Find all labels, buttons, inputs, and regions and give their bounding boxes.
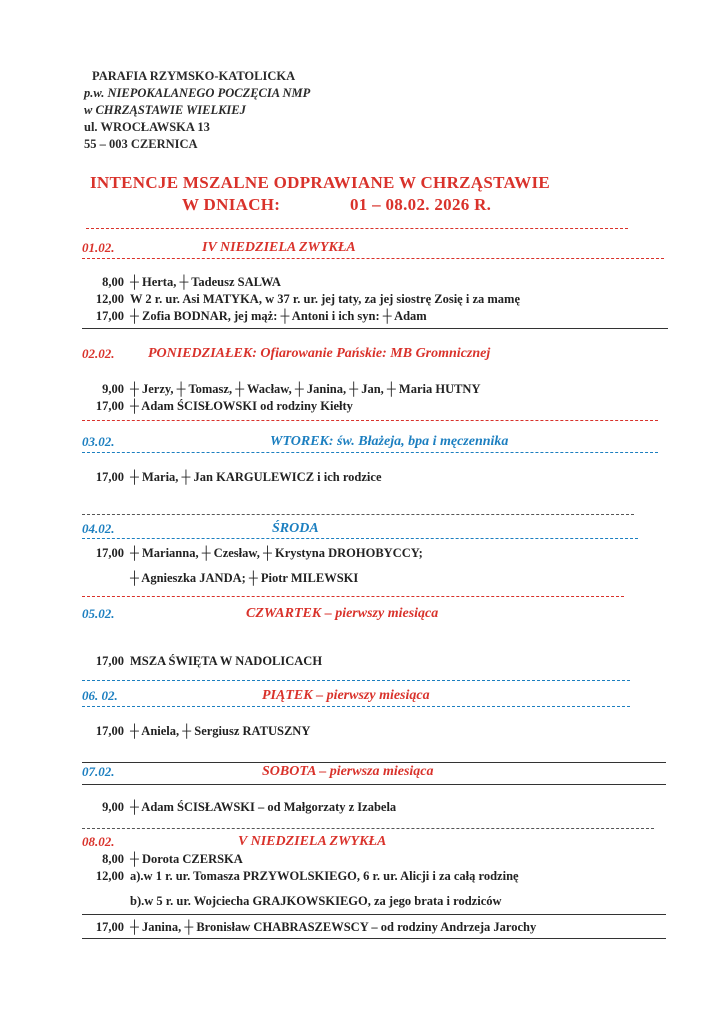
mass-time: 12,00 bbox=[95, 869, 124, 883]
mass-intention bbox=[86, 399, 353, 414]
mass-intention bbox=[86, 724, 310, 739]
intention-text: ┼ Maria, ┼ Jan KARGULEWICZ i ich rodzice bbox=[130, 470, 382, 484]
day-date: 03.02. bbox=[82, 434, 115, 449]
mass-time: 8,00 bbox=[102, 275, 124, 289]
page-title: INTENCJE MSZALNE ODPRAWIANE W CHRZĄSTAWIE bbox=[90, 173, 551, 192]
divider bbox=[82, 784, 666, 785]
divider bbox=[82, 538, 638, 539]
divider bbox=[82, 258, 664, 259]
mass-time: 17,00 bbox=[95, 399, 124, 413]
day-date: 02.02. bbox=[82, 346, 115, 361]
mass-intention bbox=[86, 546, 423, 561]
mass-time: 17,00 bbox=[95, 309, 124, 323]
divider bbox=[82, 828, 654, 829]
day-name: IV NIEDZIELA ZWYKŁA bbox=[202, 240, 356, 255]
intention-text: ┼ Marianna, ┼ Czesław, ┼ Krystyna DROHOBYCCY; bbox=[130, 546, 423, 560]
divider bbox=[82, 762, 666, 763]
parish-street: ul. WROCŁAWSKA 13 bbox=[84, 120, 210, 134]
mass-intention bbox=[86, 275, 281, 290]
title-date-range: 01 – 08.02. 2026 R. bbox=[350, 195, 492, 214]
divider bbox=[82, 420, 658, 421]
day-date: 05.02. bbox=[82, 606, 115, 621]
mass-intention bbox=[86, 292, 520, 307]
intention-text: ┼ Jerzy, ┼ Tomasz, ┼ Wacław, ┼ Janina, ┼ Jan, ┼ Maria HUTNY bbox=[130, 382, 481, 396]
day-name: CZWARTEK – pierwszy miesiąca bbox=[246, 606, 439, 621]
day-name: ŚRODA bbox=[272, 521, 319, 536]
intention-text: MSZA ŚWIĘTA W NADOLICACH bbox=[130, 654, 323, 668]
mass-intention bbox=[86, 654, 322, 669]
divider bbox=[82, 914, 666, 915]
day-name: SOBOTA – pierwsza miesiąca bbox=[262, 764, 434, 779]
intention-text: ┼ Adam ŚCISŁOWSKI od rodziny Kiełty bbox=[130, 399, 353, 413]
day-date: 07.02. bbox=[82, 764, 115, 779]
intention-text: ┼ Herta, ┼ Tadeusz SALWA bbox=[130, 275, 281, 289]
mass-time: 17,00 bbox=[95, 470, 124, 484]
divider bbox=[82, 328, 668, 329]
intention-text: ┼ Agnieszka JANDA; ┼ Piotr MILEWSKI bbox=[130, 571, 359, 585]
mass-intention bbox=[86, 470, 382, 485]
day-date: 08.02. bbox=[82, 834, 115, 849]
divider bbox=[86, 228, 628, 229]
intention-text: b).w 5 r. ur. Wojciecha GRAJKOWSKIEGO, za jego brata i rodziców bbox=[130, 894, 502, 908]
day-name: PONIEDZIAŁEK: Ofiarowanie Pańskie: MB Gromnicznej bbox=[148, 346, 491, 361]
intention-text: ┼ Zofia BODNAR, jej mąż: ┼ Antoni i ich syn: ┼ Adam bbox=[130, 309, 427, 323]
intention-text: ┼ Dorota CZERSKA bbox=[130, 852, 243, 866]
mass-intention bbox=[86, 894, 502, 909]
mass-time: 17,00 bbox=[95, 654, 124, 668]
mass-intention bbox=[86, 382, 481, 397]
mass-time: 17,00 bbox=[95, 920, 124, 934]
intention-text: ┼ Janina, ┼ Bronisław CHABRASZEWSCY – od rodziny Andrzeja Jarochy bbox=[130, 920, 537, 934]
mass-time: 12,00 bbox=[95, 292, 124, 306]
intention-text: a).w 1 r. ur. Tomasza PRZYWOLSKIEGO, 6 r. ur. Alicji i za całą rodzinę bbox=[130, 869, 519, 883]
parish-postal: 55 – 003 CZERNICA bbox=[84, 137, 198, 151]
day-name: WTOREK: św. Błażeja, bpa i męczennika bbox=[270, 434, 509, 449]
intention-text: ┼ Aniela, ┼ Sergiusz RATUSZNY bbox=[130, 724, 311, 738]
title-days-label: W DNIACH: bbox=[182, 195, 281, 214]
day-date: 01.02. bbox=[82, 240, 115, 255]
day-name: PIĄTEK – pierwszy miesiąca bbox=[262, 688, 430, 703]
day-date: 06. 02. bbox=[82, 688, 118, 703]
divider bbox=[82, 514, 634, 515]
parish-dedication: p.w. NIEPOKALANEGO POCZĘCIA NMP bbox=[84, 86, 311, 100]
mass-intention bbox=[86, 852, 243, 867]
mass-time: 8,00 bbox=[102, 852, 124, 866]
divider bbox=[82, 938, 666, 939]
divider bbox=[82, 680, 630, 681]
day-name: V NIEDZIELA ZWYKŁA bbox=[238, 834, 387, 849]
parish-location: w CHRZĄSTAWIE WIELKIEJ bbox=[84, 103, 246, 117]
mass-intention bbox=[86, 800, 396, 815]
mass-intention bbox=[86, 571, 358, 586]
divider bbox=[82, 596, 624, 597]
mass-time: 17,00 bbox=[95, 546, 124, 560]
mass-intention bbox=[86, 920, 536, 935]
intention-text: ┼ Adam ŚCISŁAWSKI – od Małgorzaty z Izabela bbox=[130, 800, 397, 814]
mass-intention bbox=[86, 309, 427, 324]
divider bbox=[82, 452, 658, 453]
mass-time: 9,00 bbox=[102, 382, 124, 396]
intention-text: W 2 r. ur. Asi MATYKA, w 37 r. ur. jej taty, za jej siostrę Zosię i za mamę bbox=[130, 292, 521, 306]
mass-time: 9,00 bbox=[102, 800, 124, 814]
day-date: 04.02. bbox=[82, 521, 115, 536]
mass-intention bbox=[86, 869, 519, 884]
divider bbox=[82, 706, 630, 707]
mass-time: 17,00 bbox=[95, 724, 124, 738]
parish-name: PARAFIA RZYMSKO-KATOLICKA bbox=[92, 69, 296, 83]
